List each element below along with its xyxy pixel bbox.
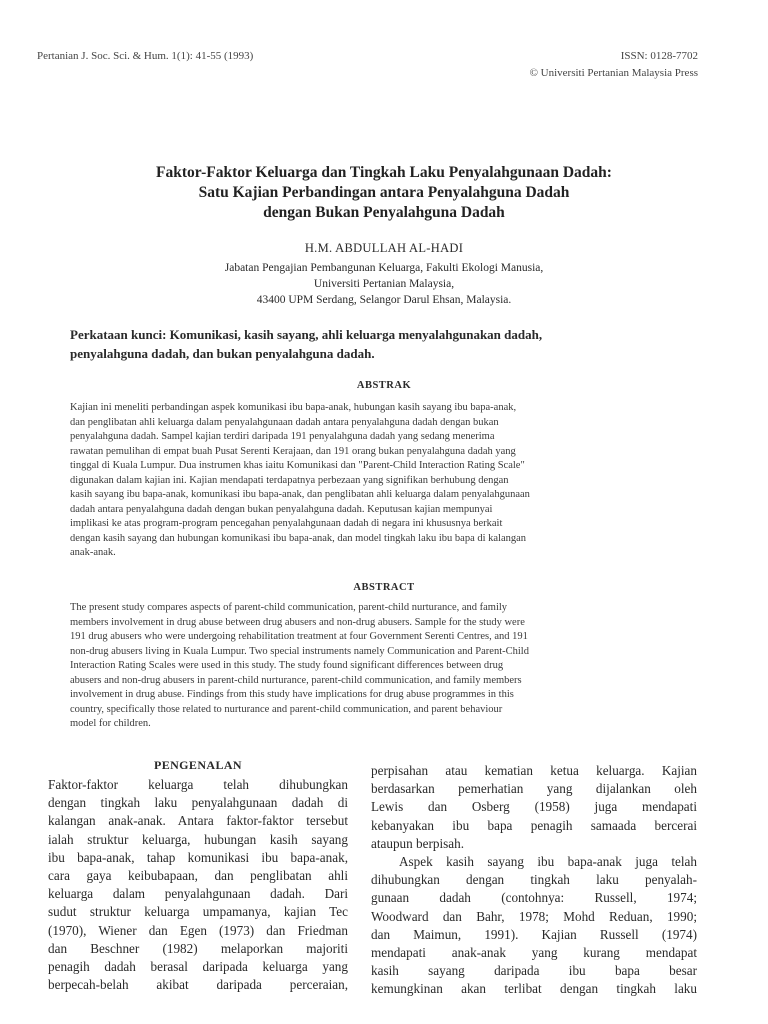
abstrak-line: anak-anak. bbox=[70, 547, 116, 558]
body-line: kasih sayang daripada ibu bapa besar bbox=[371, 963, 697, 979]
body-line: Faktor-faktor keluarga telah dihubungkan bbox=[48, 777, 348, 792]
abstract-line: members involvement in drug abuse between drug abusers and non-drug abusers. Sample for the study were bbox=[70, 616, 525, 628]
body-line: dan Maimun, 1991). Kajian Russell (1974) bbox=[371, 926, 697, 942]
body-line: Lewis dan Osberg (1958) juga mendapati bbox=[371, 799, 697, 815]
body-line: dihubungkan dengan tingkah laku penyalah- bbox=[371, 872, 697, 888]
abstrak-line: implikasi ke atas program-program pencegahan penyalahgunaan dadah di negara ini khususnya berkait bbox=[70, 518, 503, 529]
pengenalan-heading: PENGENALAN bbox=[153, 758, 242, 772]
body-line: ialah struktur keluarga, hubungan kasih sayang bbox=[48, 831, 348, 847]
abstract-line: The present study compares aspects of parent-child communication, parent-child nurturance, and family bbox=[70, 602, 508, 613]
abstract-line: non-drug abusers living in Kuala Lumpur. Two special instruments namely Communication and Parent-Child bbox=[70, 645, 529, 657]
body-line: kemungkinan akan terlibat dengan tingkah laku bbox=[371, 981, 697, 997]
body-line: berpecah-belah akibat daripada perceraian, bbox=[48, 977, 348, 993]
title-line: dengan Bukan Penyalahguna Dadah bbox=[263, 204, 505, 221]
title-line: Satu Kajian Perbandingan antara Penyalahguna Dadah bbox=[198, 184, 570, 201]
issn: ISSN: 0128-7702 bbox=[620, 50, 698, 62]
body-line: ataupun berpisah. bbox=[371, 835, 465, 851]
body-line: cara gaya keibubapaan, dan penglibatan ahli bbox=[48, 868, 348, 884]
body-line: (1970), Wiener dan Egen (1973) dan Friedman bbox=[48, 922, 348, 938]
right-column bbox=[371, 762, 697, 999]
body-line: dan Beschner (1982) melaporkan majoriti bbox=[48, 940, 348, 956]
affiliation bbox=[0, 260, 768, 308]
abstrak-line: kasih sayang ibu bapa-anak, komunikasi ibu bapa-anak, dan penglibatan ahli keluarga dalam penyalahgunaan bbox=[70, 489, 530, 500]
body-line: keluarga dalam penyalahgunaan dadah. Dari bbox=[48, 886, 348, 902]
abstract-heading: ABSTRACT bbox=[353, 582, 415, 593]
publisher: © Universiti Pertanian Malaysia Press bbox=[529, 67, 698, 79]
abstract-line: model for children. bbox=[70, 718, 151, 729]
abstrak-line: dengan kasih sayang dan hubungan komunikasi ibu bapa-anak, dan model tingkah laku ibu bapa di kalangan bbox=[70, 532, 527, 544]
abstrak-line: tinggal di Kuala Lumpur. Dua instrumen khas iaitu Komunikasi dan "Parent-Child Interaction Rating Scale" bbox=[70, 460, 525, 471]
abstract-line: involvement in drug abuse. Findings from this study have implications for drug abuse programmes in this bbox=[70, 689, 514, 700]
paper-title bbox=[0, 163, 768, 223]
body-line: Woodward dan Bahr, 1978; Mohd Reduan, 1990; bbox=[371, 908, 697, 924]
body-line: kalangan anak-anak. Antara faktor-faktor tersebut bbox=[48, 813, 348, 829]
affiliation-line: Jabatan Pengajian Pembangunan Keluarga, Fakulti Ekologi Manusia, bbox=[224, 262, 544, 274]
body-line: ibu bapa-anak, tahap komunikasi ibu bapa-anak, bbox=[48, 849, 348, 865]
abstrak-line: digunakan dalam kajian ini. Kajian mendapati terdapatnya perbezaan yang signifikan berhubung dengan bbox=[70, 474, 509, 486]
body-line: Aspek kasih sayang ibu bapa-anak juga telah bbox=[399, 854, 697, 870]
author-name: H.M. ABDULLAH AL-HADI bbox=[304, 241, 464, 255]
journal-citation: Pertanian J. Soc. Sci. & Hum. 1(1): 41-55 (1993) bbox=[37, 50, 254, 62]
affiliation-line: Universiti Pertanian Malaysia, bbox=[313, 278, 455, 290]
abstrak-line: Kajian ini meneliti perbandingan aspek komunikasi ibu bapa-anak, hubungan kasih sayang ibu bapa-anak, bbox=[70, 402, 517, 413]
abstrak-line: penyalahguna dadah. Sampel kajian terdiri daripada 191 penyalahguna dadah yang sedang menerima bbox=[70, 431, 495, 442]
body-line: dengan tingkah laku penyalahgunaan dadah di bbox=[48, 795, 348, 811]
body-line: sudut struktur keluarga umpamanya, kajian Tec bbox=[48, 904, 348, 920]
abstrak-line: rawatan pemulihan di empat buah Pusat Serenti Kerajaan, dan 191 orang bukan penyalahguna dadah yang bbox=[70, 445, 516, 457]
body-line: mendapati anak-anak yang kurang mendapat bbox=[371, 945, 697, 961]
body-line: berdasarkan pemerhatian yang dijalankan oleh bbox=[371, 781, 697, 797]
abstract-body bbox=[70, 601, 700, 732]
abstract-line: abusers and non-drug abusers in parent-child nurturance, parent-child communication, and family members bbox=[70, 674, 522, 686]
abstract-line: country, specifically those related to nurturance and parent-child communication, and parent behaviour bbox=[70, 703, 503, 715]
body-line: kebanyakan ibu bapa penagih samaada bercerai bbox=[371, 817, 697, 833]
abstrak-line: dan penglibatan ahli keluarga dalam penyalahgunaan dadah antara penyalahguna dadah dengan bukan bbox=[70, 416, 499, 428]
title-line: Faktor-Faktor Keluarga dan Tingkah Laku Penyalahgunaan Dadah: bbox=[156, 164, 612, 181]
left-column bbox=[48, 776, 348, 994]
keywords bbox=[70, 325, 710, 363]
body-line: penagih dadah berasal daripada keluarga yang bbox=[48, 959, 348, 975]
abstract-line: 191 drug abusers who were undergoing rehabilitation treatment at four Government Serenti Centres, and 191 bbox=[70, 631, 528, 642]
abstrak-heading: ABSTRAK bbox=[356, 380, 412, 391]
keywords-line: Perkataan kunci: Komunikasi, kasih sayang, ahli keluarga menyalahgunakan dadah, bbox=[70, 327, 543, 342]
keywords-line: penyalahguna dadah, dan bukan penyalahguna dadah. bbox=[70, 346, 375, 361]
abstrak-body bbox=[70, 401, 700, 561]
affiliation-line: 43400 UPM Serdang, Selangor Darul Ehsan, Malaysia. bbox=[256, 294, 512, 306]
abstract-line: Interaction Rating Scales were used in this study. The study found significant differences between drug bbox=[70, 660, 504, 671]
abstrak-line: dadah antara penyalahguna dadah dengan bukan penyalahguna dadah. Keputusan kajian mempunyai bbox=[70, 503, 493, 515]
body-line: gunaan dadah (contohnya: Russell, 1974; bbox=[371, 890, 697, 906]
body-line: perpisahan atau kematian ketua keluarga. Kajian bbox=[371, 763, 697, 778]
